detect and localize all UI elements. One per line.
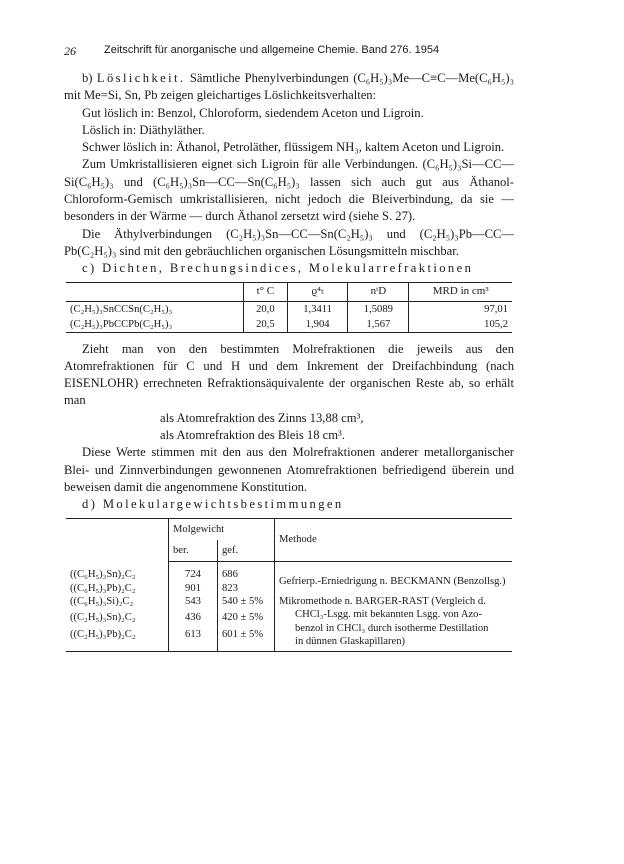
molar-refraction-cell: 105,2 — [409, 317, 512, 333]
refractive-index-cell: 1,5089 — [348, 301, 409, 317]
table-header-compound — [66, 518, 169, 562]
section-label-b: b) — [82, 71, 93, 85]
ber-cell: 613 — [169, 628, 218, 645]
gef-cell: 686 — [218, 562, 275, 582]
refraction-paragraph: Zieht man von den bestimmten Molrefraktionen die jeweils aus den Atomrefraktionen für C und H und dem Inkrement der Dreifachbindung (nach EISENLOHR) errechneten Refraktionsäquivalente der organischen Reste ab, so erhält man — [64, 341, 514, 408]
molecular-weight-table — [66, 518, 512, 652]
density-cell: 1,3411 — [287, 301, 347, 317]
section-heading-d: d) Molekulargewichtsbestimmungen — [82, 497, 344, 512]
temperature-cell: 20,0 — [243, 301, 287, 317]
table-header-ber: ber. — [169, 540, 218, 562]
section-title-loeslichkeit: Löslichkeit. — [96, 71, 186, 85]
table-header-row — [66, 282, 512, 301]
solubility-intro — [64, 70, 514, 105]
table-header-molar-refraction: MRD in cm³ — [409, 282, 512, 301]
table-header-refractive-index: nᵗD — [348, 282, 409, 301]
table-row — [66, 595, 512, 612]
table-header-gef: gef. — [218, 540, 275, 562]
gef-cell: 601 ± 5% — [218, 628, 275, 645]
ber-cell: 901 — [169, 582, 218, 595]
refraction-table — [66, 282, 512, 333]
compound-cell: ((C₆H₅)₃Si)₂C₂ — [70, 595, 134, 607]
table-header-molgewicht: Molgewicht — [169, 518, 275, 540]
table-row — [66, 317, 512, 333]
table-header-methode: Methode — [275, 518, 513, 562]
table-header-density: ϱ⁴ₜ — [287, 282, 347, 301]
compound-cell: (C₂H₅)₃PbCCPb(C₂H₅)₃ — [70, 318, 173, 330]
compound-cell: ((C₆H₅)₃Pb)₂C₂ — [70, 582, 136, 594]
compound-cell: ((C₂H₅)₃Pb)₂C₂ — [70, 629, 136, 640]
gef-cell: 540 ± 5% — [218, 595, 275, 612]
method-line: Mikromethode n. BARGER-RAST (Vergleich d. — [279, 595, 486, 607]
table-header-compound — [66, 282, 243, 301]
recrystallization-paragraph: Zum Umkristallisieren eignet sich Ligroin für alle Verbindungen. (C₆H₅)₃Si—CC—Si(C₆H₅)₃ und (C₆H₅)₃Sn—CC—Sn(C₆H₅)₃ lassen sich auch gut aus Äthanol-Chloroform-Gemisch umkristallisieren, nicht jedoch die Bleiverbindung, da sie — besonders in der Wärme — durch Äthanol zersetzt wird (siehe S. 27). — [64, 157, 514, 224]
temperature-cell: 20,5 — [243, 317, 287, 333]
method-beckmann: Gefrierp.-Erniedrigung n. BECKMANN (Benzollsg.) — [275, 562, 513, 595]
table-header-temperature: t° C — [243, 282, 287, 301]
solubility-soluble: Löslich in: Diäthyläther. — [82, 122, 205, 137]
method-line: benzol in CHCl₃ durch isotherme Destillation — [295, 622, 489, 634]
refractive-index-cell: 1,567 — [348, 317, 409, 333]
method-line: in dünnen Glaskapillaren) — [295, 636, 406, 648]
atom-refraction-lead: als Atomrefraktion des Bleis 18 cm³. — [160, 428, 345, 443]
ber-cell: 724 — [169, 562, 218, 582]
compound-cell: ((C₂H₅)₃Sn)₂C₂ — [70, 612, 136, 624]
table-row — [66, 562, 512, 582]
gef-cell: 823 — [218, 582, 275, 595]
molar-refraction-cell: 97,01 — [409, 301, 512, 317]
page-body — [64, 70, 514, 652]
table-row — [66, 301, 512, 317]
ethyl-compounds-paragraph: Die Äthylverbindungen (C₂H₅)₃Sn—CC—Sn(C₂H₅)₃ und (C₂H₅)₃Pb—CC—Pb(C₂H₅)₃ sind mit den gebräuchlichen organischen Lösungsmitteln mischbar. — [64, 226, 514, 258]
section-heading-c: c) Dichten, Brechungsindices, Molekularrefraktionen — [82, 261, 474, 276]
solubility-line-1: Sämtliche Phenylverbindungen (C₆H₅)₃Me—C≡C—Me(C₆H₅)₃ mit Me=Si, Sn, Pb zeigen gleichartiges Löslichkeitsverhalten: — [64, 71, 514, 103]
atom-refraction-tin: als Atomrefraktion des Zinns 13,88 cm³, — [160, 410, 364, 425]
compound-cell: (C₂H₅)₃SnCCSn(C₂H₅)₃ — [70, 303, 173, 315]
solubility-good: Gut löslich in: Benzol, Chloroform, siedendem Aceton und Ligroin. — [82, 105, 424, 120]
page-number: 26 — [64, 44, 76, 58]
conclusion-paragraph: Diese Werte stimmen mit den aus den Molrefraktionen anderer metallorganischer Blei- und Zinnverbindungen gewonnenen Atomrefraktionen befriedigend überein und beweisen damit die angenommene Konstitution. — [64, 445, 514, 494]
method-line: CHCl₃-Lsgg. mit bekannten Lsgg. von Azo- — [295, 609, 483, 621]
density-cell: 1,904 — [287, 317, 347, 333]
journal-title: Zeitschrift für anorganische und allgemeine Chemie. Band 276. 1954 — [104, 44, 440, 56]
ber-cell: 436 — [169, 611, 218, 628]
ber-cell: 543 — [169, 595, 218, 612]
method-barger-rast — [275, 595, 513, 651]
compound-cell: ((C₆H₅)₃Sn)₂C₂ — [70, 568, 136, 580]
solubility-poor: Schwer löslich in: Äthanol, Petroläther, flüssigem NH₃, kaltem Aceton und Ligroin. — [82, 140, 505, 155]
gef-cell: 420 ± 5% — [218, 611, 275, 628]
